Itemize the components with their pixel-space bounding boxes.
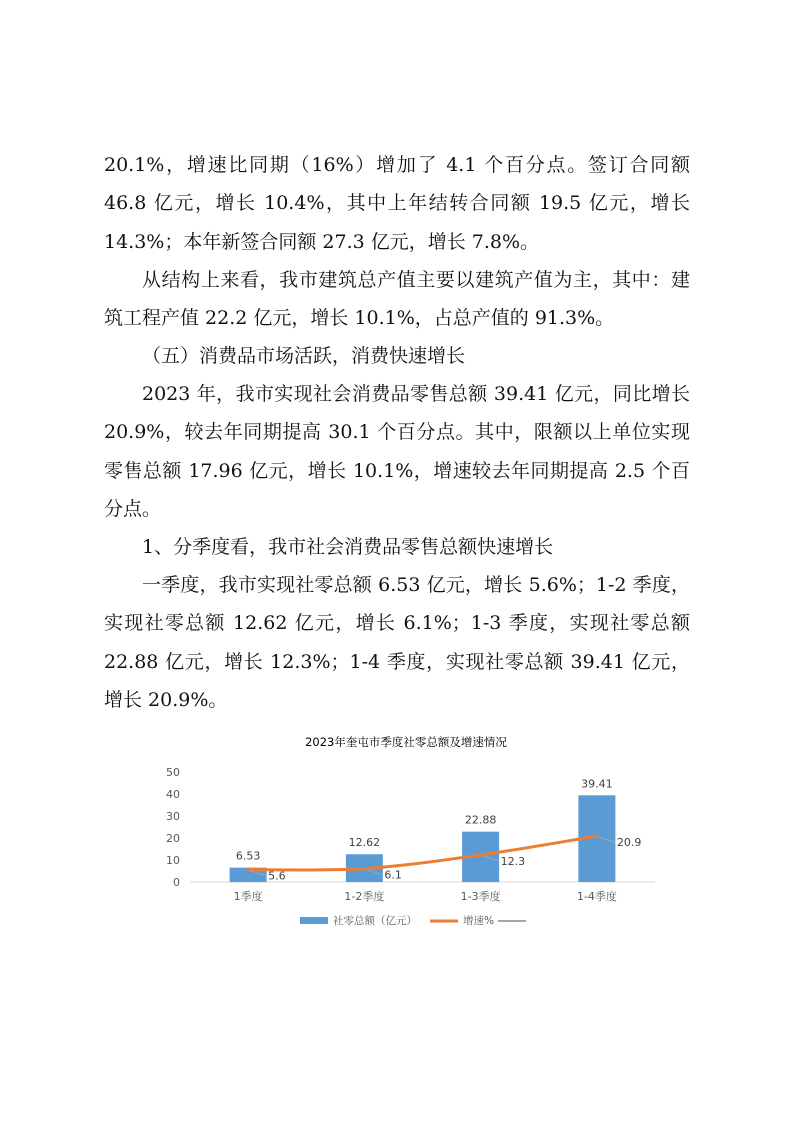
x-tick-label: 1季度 (233, 890, 263, 903)
line-data-label: 20.9 (616, 836, 642, 850)
subsection-heading-quarterly: 1、分季度看，我市社会消费品零售总额快速增长 (142, 536, 554, 558)
y-tick-label: 30 (166, 810, 180, 823)
line-data-label: 5.6 (268, 869, 286, 883)
bar-data-label: 22.88 (464, 813, 497, 827)
line-data-label: 12.3 (500, 854, 526, 868)
paragraph-retail-sales-total: 2023 年，我市实现社会消费品零售总额 39.41 亿元，同比增长 20.9%，较去年同期提高 30.1 个百分点。其中，限额以上单位实现零售总额 17.96 亿元，增长 10.1%，增速较去年同期提高 2.5 个百分点。 (104, 383, 690, 521)
growth-line (248, 836, 597, 870)
y-tick-label: 0 (173, 876, 180, 889)
y-tick-label: 10 (166, 854, 180, 867)
retail-sales-chart (150, 728, 662, 940)
paragraph-quarterly-retail: 一季度，我市实现社零总额 6.53 亿元，增长 5.6%；1-2 季度，实现社零总额 12.62 亿元，增长 6.1%；1-3 季度，实现社零总额 22.88 亿元，增长 12.3%；1-4 季度，实现社零总额 39.41 亿元，增长 20.9%。 (104, 574, 690, 712)
section-heading-consumer-market: （五）消费品市场活跃，消费快速增长 (142, 345, 466, 367)
paragraph-construction-structure: 从结构上来看，我市建筑总产值主要以建筑产值为主，其中：建筑工程产值 22.2 亿元，增长 10.1%，占总产值的 91.3%。 (104, 269, 690, 330)
chart-legend (300, 914, 526, 927)
y-tick-label: 40 (166, 788, 180, 801)
y-axis (166, 766, 180, 889)
legend-swatch-bar (300, 917, 328, 924)
legend-label-bar: 社零总额（亿元） (333, 915, 417, 927)
bar-data-label: 39.41 (581, 777, 613, 791)
bar-data-label: 12.62 (348, 836, 381, 850)
x-tick-label: 1-3季度 (460, 890, 501, 903)
bar-series (230, 777, 616, 882)
y-tick-label: 50 (166, 766, 180, 779)
y-tick-label: 20 (166, 832, 180, 845)
bar-data-label: 6.53 (235, 849, 261, 863)
paragraph-construction-growth: 20.1%，增速比同期（16%）增加了 4.1 个百分点。签订合同额 46.8 亿元，增长 10.4%，其中上年结转合同额 19.5 亿元，增长 14.3%；本年新签合同额 27.3 亿元，增长 7.8%。 (104, 154, 690, 253)
x-tick-label: 1-4季度 (576, 890, 617, 903)
x-tick-label: 1-2季度 (344, 890, 385, 903)
line-data-label: 6.1 (384, 868, 402, 882)
x-axis (190, 882, 655, 903)
chart-title: 2023年奎屯市季度社零总额及增速情况 (305, 735, 507, 749)
legend-label-line: 增速% (463, 915, 494, 927)
